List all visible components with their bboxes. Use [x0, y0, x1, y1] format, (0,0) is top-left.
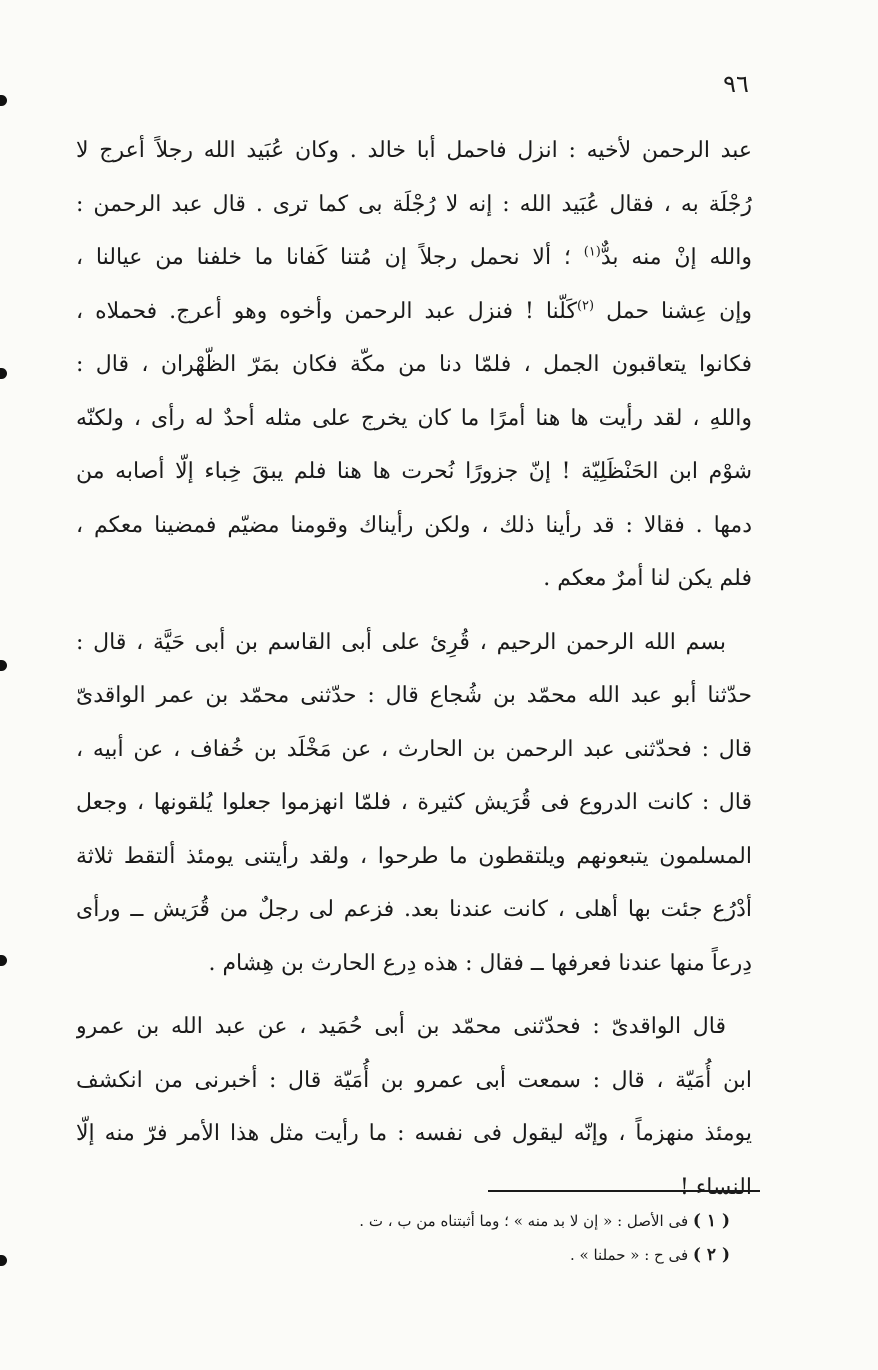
scan-margin-mark — [0, 1255, 7, 1266]
footnote-2 — [200, 1238, 730, 1272]
line-start: وإن عِشنا حمل — [606, 298, 752, 324]
footnote-ref-2: (٢) — [576, 298, 595, 314]
scan-margin-mark — [0, 368, 7, 379]
text-line: دمها . فقالا : قد رأينا ذلك ، ولكن رأيناك وقومنا مضيّم فمضينا معكم ، — [76, 512, 752, 538]
footnote-text: فى الأصل : « إن لا بد منه » ؛ وما أثبتناه من ب ، ت . — [359, 1212, 693, 1230]
text-line: حدّثنا أبو عبد الله محمّد بن شُجاع قال : حدّثنى محمّد بن عمر الواقدىّ — [76, 683, 752, 708]
text-line — [76, 231, 752, 285]
text-line: دِرعاً منها عندنا فعرفها ــ فقال : هذه دِرع الحارث بن هِشام . — [208, 950, 752, 976]
footnote-number: ( ١ ) — [692, 1211, 730, 1231]
text-line: قال : كانت الدروع فى قُرَيش كثيرة ، فلمّا انهزموا جعلوا يُلقونها ، وجعل — [76, 790, 752, 815]
body-text — [76, 124, 752, 1214]
scan-margin-mark — [0, 955, 7, 966]
text-line: فكانوا يتعاقبون الجمل ، فلمّا دنا من مكّة فكان بمَرّ الظّهْران ، قال : — [76, 352, 752, 377]
text-line: يومئذ منهزماً ، وإنّه ليقول فى نفسه : ما رأيت مثل هذا الأمر فرّ منه إلّا — [76, 1121, 752, 1146]
text-line: فلم يكن لنا أمرٌ معكم . — [543, 566, 752, 591]
text-line — [76, 285, 752, 339]
scan-margin-mark — [0, 95, 7, 106]
text-line: النساء ! — [680, 1174, 752, 1200]
text-line: أدْرُع جئت بها أهلى ، كانت عندنا بعد. فزعم لى رجلٌ من قُرَيش ــ ورأى — [76, 897, 752, 922]
line-end: كَلّنا ! فنزل عبد الرحمن وأخوه وهو أعرج. فحملاه ، — [76, 298, 577, 324]
footnote-1 — [200, 1204, 730, 1238]
scan-margin-mark — [0, 660, 7, 671]
text-line: المسلمون يتبعونهم ويلتقطون ما طرحوا ، ولقد رأيتنى يومئذ ألتقط ثلاثة — [76, 843, 752, 869]
page-number: ٩٦ — [723, 70, 749, 98]
text-line: واللهِ ، لقد رأيت ها هنا أمرًا ما كان يخرج على مثله أحدٌ له رأى ، ولكنّه — [76, 405, 752, 431]
text-line: رُجْلَة به ، فقال عُبَيد الله : إنه لا رُجْلَة بى كما ترى . قال عبد الرحمن : — [76, 191, 752, 217]
paragraph-2 — [76, 616, 752, 991]
text-line: قال : فحدّثنى عبد الرحمن بن الحارث ، عن مَخْلَد بن خُفاف ، عن أبيه ، — [76, 736, 752, 762]
line-start: والله إنْ منه بدٌّ — [600, 245, 752, 270]
text-line: عبد الرحمن لأخيه : انزل فاحمل أبا خالد . وكان عُبَيد الله رجلاً أعرج لا — [76, 138, 752, 163]
paragraph-3 — [76, 1000, 752, 1214]
text-line: قال الواقدىّ : فحدّثنى محمّد بن أبى حُمَيد ، عن عبد الله بن عمرو — [76, 1014, 726, 1039]
text-line: ابن أُمَيّة ، قال : سمعت أبى عمرو بن أُمَيّة قال : أخبرنى من انكشف — [76, 1067, 752, 1093]
text-line: بسم الله الرحمن الرحيم ، قُرِئ على أبى القاسم بن أبى حَيَّة ، قال : — [76, 629, 726, 655]
paragraph-1 — [76, 124, 752, 606]
footnote-text: فى ح : « حملنا » . — [570, 1246, 693, 1264]
footnotes — [200, 1204, 730, 1272]
footnote-divider — [488, 1190, 760, 1192]
line-end: ؛ ألا نحمل رجلاً إن مُتنا كَفانا ما خلفنا من عيالنا ، — [76, 245, 584, 270]
footnote-ref-1: (١) — [583, 244, 601, 260]
text-line: شوْم ابن الحَنْظَلِيّة ! إنّ جزورًا نُحرت ها هنا فلم يبقَ خِباء إلّا أصابه من — [76, 459, 752, 484]
footnote-number: ( ٢ ) — [692, 1245, 730, 1265]
